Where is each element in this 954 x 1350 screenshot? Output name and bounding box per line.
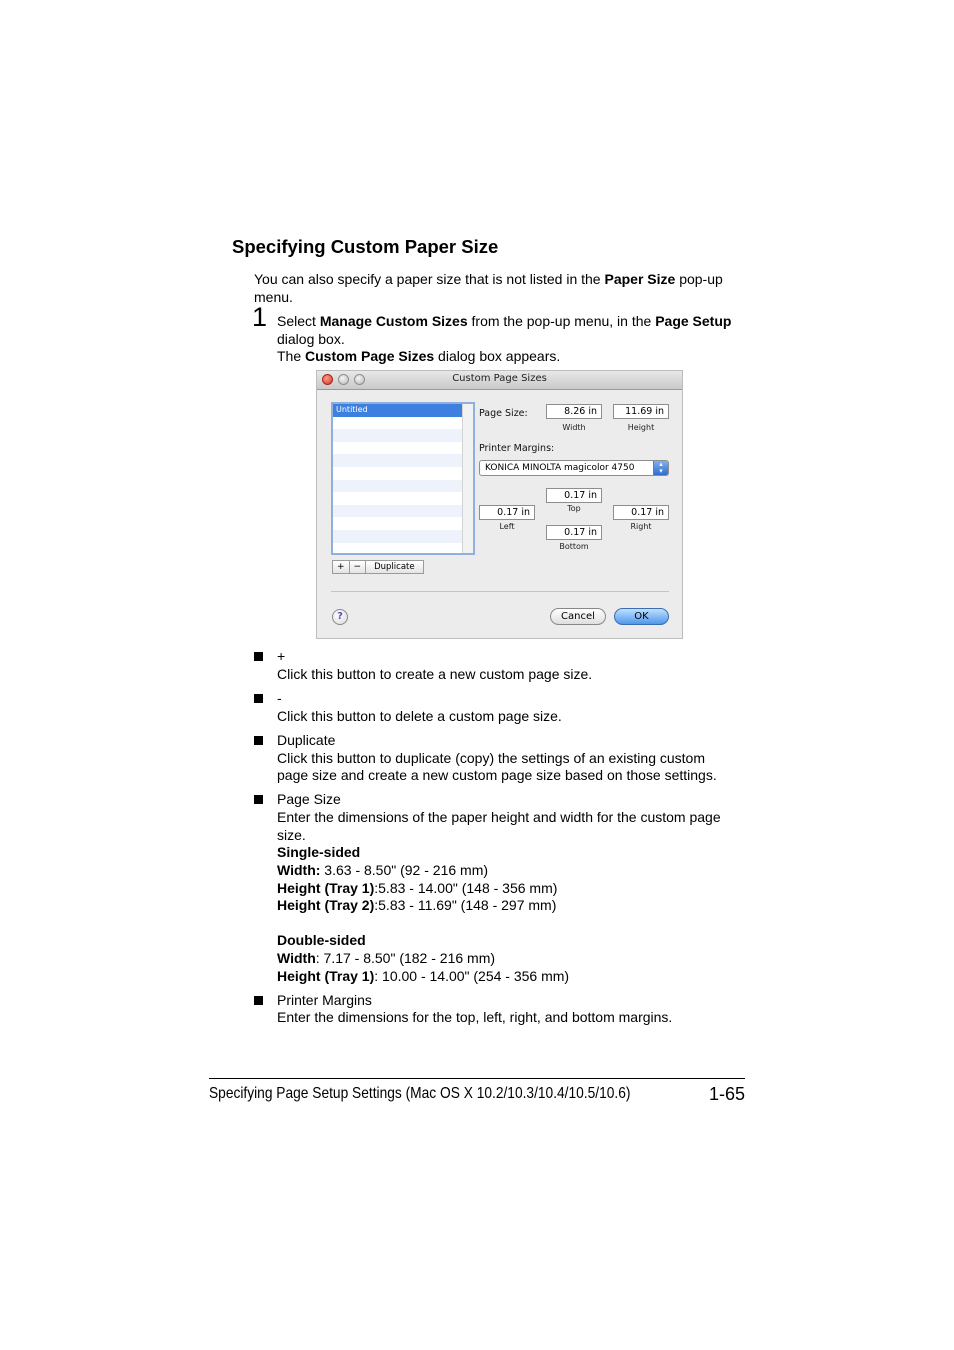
- list-row-empty: [333, 442, 473, 455]
- bullet-minus-title: -: [277, 690, 282, 706]
- step-line-3: [277, 348, 560, 366]
- double-sided-height-tray1: [277, 968, 569, 986]
- bullet-duplicate-desc-2: page size and create a new custom page size based on those settings.: [277, 767, 717, 783]
- list-row-empty: [333, 480, 473, 493]
- ss-width-value: 3.63 - 8.50" (92 - 216 mm): [320, 862, 489, 878]
- step-line-2: dialog box.: [277, 331, 345, 347]
- page-number: 1-65: [708, 1084, 745, 1104]
- ss-h1-value: :5.83 - 14.00" (148 - 356 mm): [374, 880, 558, 896]
- list-row-empty: [333, 517, 473, 530]
- single-sided-height-tray1: [277, 880, 557, 898]
- list-scrollbar[interactable]: [462, 404, 473, 553]
- bullet-icon: [254, 694, 263, 703]
- list-row-empty: [333, 467, 473, 480]
- ss-width-label: Width:: [277, 862, 321, 878]
- page-size-list[interactable]: [331, 402, 475, 555]
- step-text-the: The: [277, 348, 306, 364]
- page-size-label: Page Size:: [479, 408, 528, 419]
- bullet-plus-title: +: [277, 648, 286, 664]
- bullet-duplicate-desc-1: Click this button to duplicate (copy) the settings of an existing custom: [277, 750, 705, 766]
- list-row-empty: [333, 530, 473, 543]
- cancel-button[interactable]: Cancel: [550, 608, 606, 625]
- step-text-appears: dialog box appears.: [434, 348, 561, 364]
- ds-h1-label: Height (Tray 1): [277, 968, 375, 984]
- ds-h1-value: : 10.00 - 14.00" (254 - 356 mm): [374, 968, 570, 984]
- single-sided-height-tray2: [277, 897, 556, 915]
- height-label: Height: [627, 423, 655, 432]
- height-field[interactable]: 11.69 in: [613, 404, 669, 419]
- dialog-title: Custom Page Sizes: [452, 373, 547, 384]
- bullet-icon: [254, 795, 263, 804]
- intro-text: You can also specify a paper size that is not listed in the: [254, 271, 605, 287]
- list-row-empty: [333, 429, 473, 442]
- list-row-empty: [333, 417, 473, 430]
- double-sided-width: [277, 950, 495, 968]
- list-row-empty: [333, 492, 473, 505]
- bullet-page-size-desc-2: size.: [277, 827, 306, 843]
- intro-text-end: pop-up: [675, 271, 723, 287]
- step-number: 1: [252, 302, 268, 332]
- dialog-titlebar: [317, 371, 682, 390]
- section-heading: Specifying Custom Paper Size: [232, 236, 499, 257]
- bullet-plus-desc: Click this button to create a new custom page size.: [277, 666, 593, 682]
- intro-bold: Paper Size: [604, 271, 676, 287]
- bullet-minus-desc: Click this button to delete a custom page size.: [277, 708, 562, 724]
- intro-line-2: menu.: [254, 289, 293, 305]
- right-margin-field[interactable]: 0.17 in: [613, 505, 669, 520]
- add-button[interactable]: +: [333, 561, 350, 573]
- step-bold-menu: Manage Custom Sizes: [319, 313, 468, 329]
- single-sided-label: Single-sided: [277, 844, 361, 860]
- step-text: Select: [277, 313, 320, 329]
- right-margin-label: Right: [630, 522, 652, 531]
- single-sided-heading: [277, 844, 360, 862]
- bullet-margins-desc: Enter the dimensions for the top, left, right, and bottom margins.: [277, 1009, 673, 1025]
- width-field[interactable]: 8.26 in: [546, 404, 602, 419]
- printer-margins-label: Printer Margins:: [479, 443, 555, 454]
- bullet-icon: [254, 736, 263, 745]
- left-margin-label: Left: [499, 522, 515, 531]
- dialog-separator: [331, 591, 669, 592]
- chevron-up-down-icon: ▴ ▾: [653, 461, 668, 475]
- custom-page-sizes-dialog: [316, 370, 683, 639]
- step-bold-dialog: Custom Page Sizes: [305, 348, 435, 364]
- ss-h2-value: :5.83 - 11.69" (148 - 297 mm): [374, 897, 557, 913]
- double-sided-label: Double-sided: [277, 932, 366, 948]
- bullet-icon: [254, 652, 263, 661]
- list-item[interactable]: Untitled: [333, 404, 473, 417]
- bullet-margins-title: Printer Margins: [277, 992, 372, 1008]
- top-margin-field[interactable]: 0.17 in: [546, 488, 602, 503]
- list-row-empty: [333, 543, 473, 555]
- bullet-page-size-title: Page Size: [277, 791, 341, 807]
- ds-width-label: Width: [277, 950, 316, 966]
- duplicate-button[interactable]: Duplicate: [374, 562, 415, 572]
- left-margin-field[interactable]: 0.17 in: [479, 505, 535, 520]
- single-sided-width: [277, 862, 488, 880]
- bottom-margin-field[interactable]: 0.17 in: [546, 525, 602, 540]
- help-icon[interactable]: ?: [332, 609, 348, 625]
- bullet-page-size-desc-1: Enter the dimensions of the paper height and width for the custom page: [277, 809, 721, 825]
- step-line-1: [277, 313, 731, 331]
- footer-rule: [209, 1078, 745, 1079]
- ds-width-value: : 7.17 - 8.50" (182 - 216 mm): [315, 950, 496, 966]
- intro-line-1: [254, 271, 723, 289]
- double-sided-heading: [277, 932, 366, 950]
- ss-h2-label: Height (Tray 2): [277, 897, 375, 913]
- bullet-duplicate-title: Duplicate: [277, 732, 336, 748]
- top-margin-label: Top: [567, 504, 581, 513]
- ss-h1-label: Height (Tray 1): [277, 880, 375, 896]
- ok-button[interactable]: OK: [614, 608, 669, 625]
- bottom-margin-label: Bottom: [559, 542, 589, 551]
- printer-popup-value: KONICA MINOLTA magicolor 4750: [485, 463, 635, 473]
- step-text-mid: from the pop-up menu, in the: [467, 313, 656, 329]
- width-label: Width: [562, 423, 586, 432]
- printer-popup[interactable]: [479, 460, 669, 476]
- list-row-empty: [333, 505, 473, 518]
- remove-button[interactable]: −: [350, 561, 367, 573]
- bullet-icon: [254, 996, 263, 1005]
- list-button-bar: [332, 560, 424, 574]
- footer-chapter-title: Specifying Page Setup Settings (Mac OS X 10.2/10.3/10.4/10.5/10.6): [209, 1085, 631, 1102]
- step-bold-page-setup: Page Setup: [655, 313, 732, 329]
- list-row-empty: [333, 454, 473, 467]
